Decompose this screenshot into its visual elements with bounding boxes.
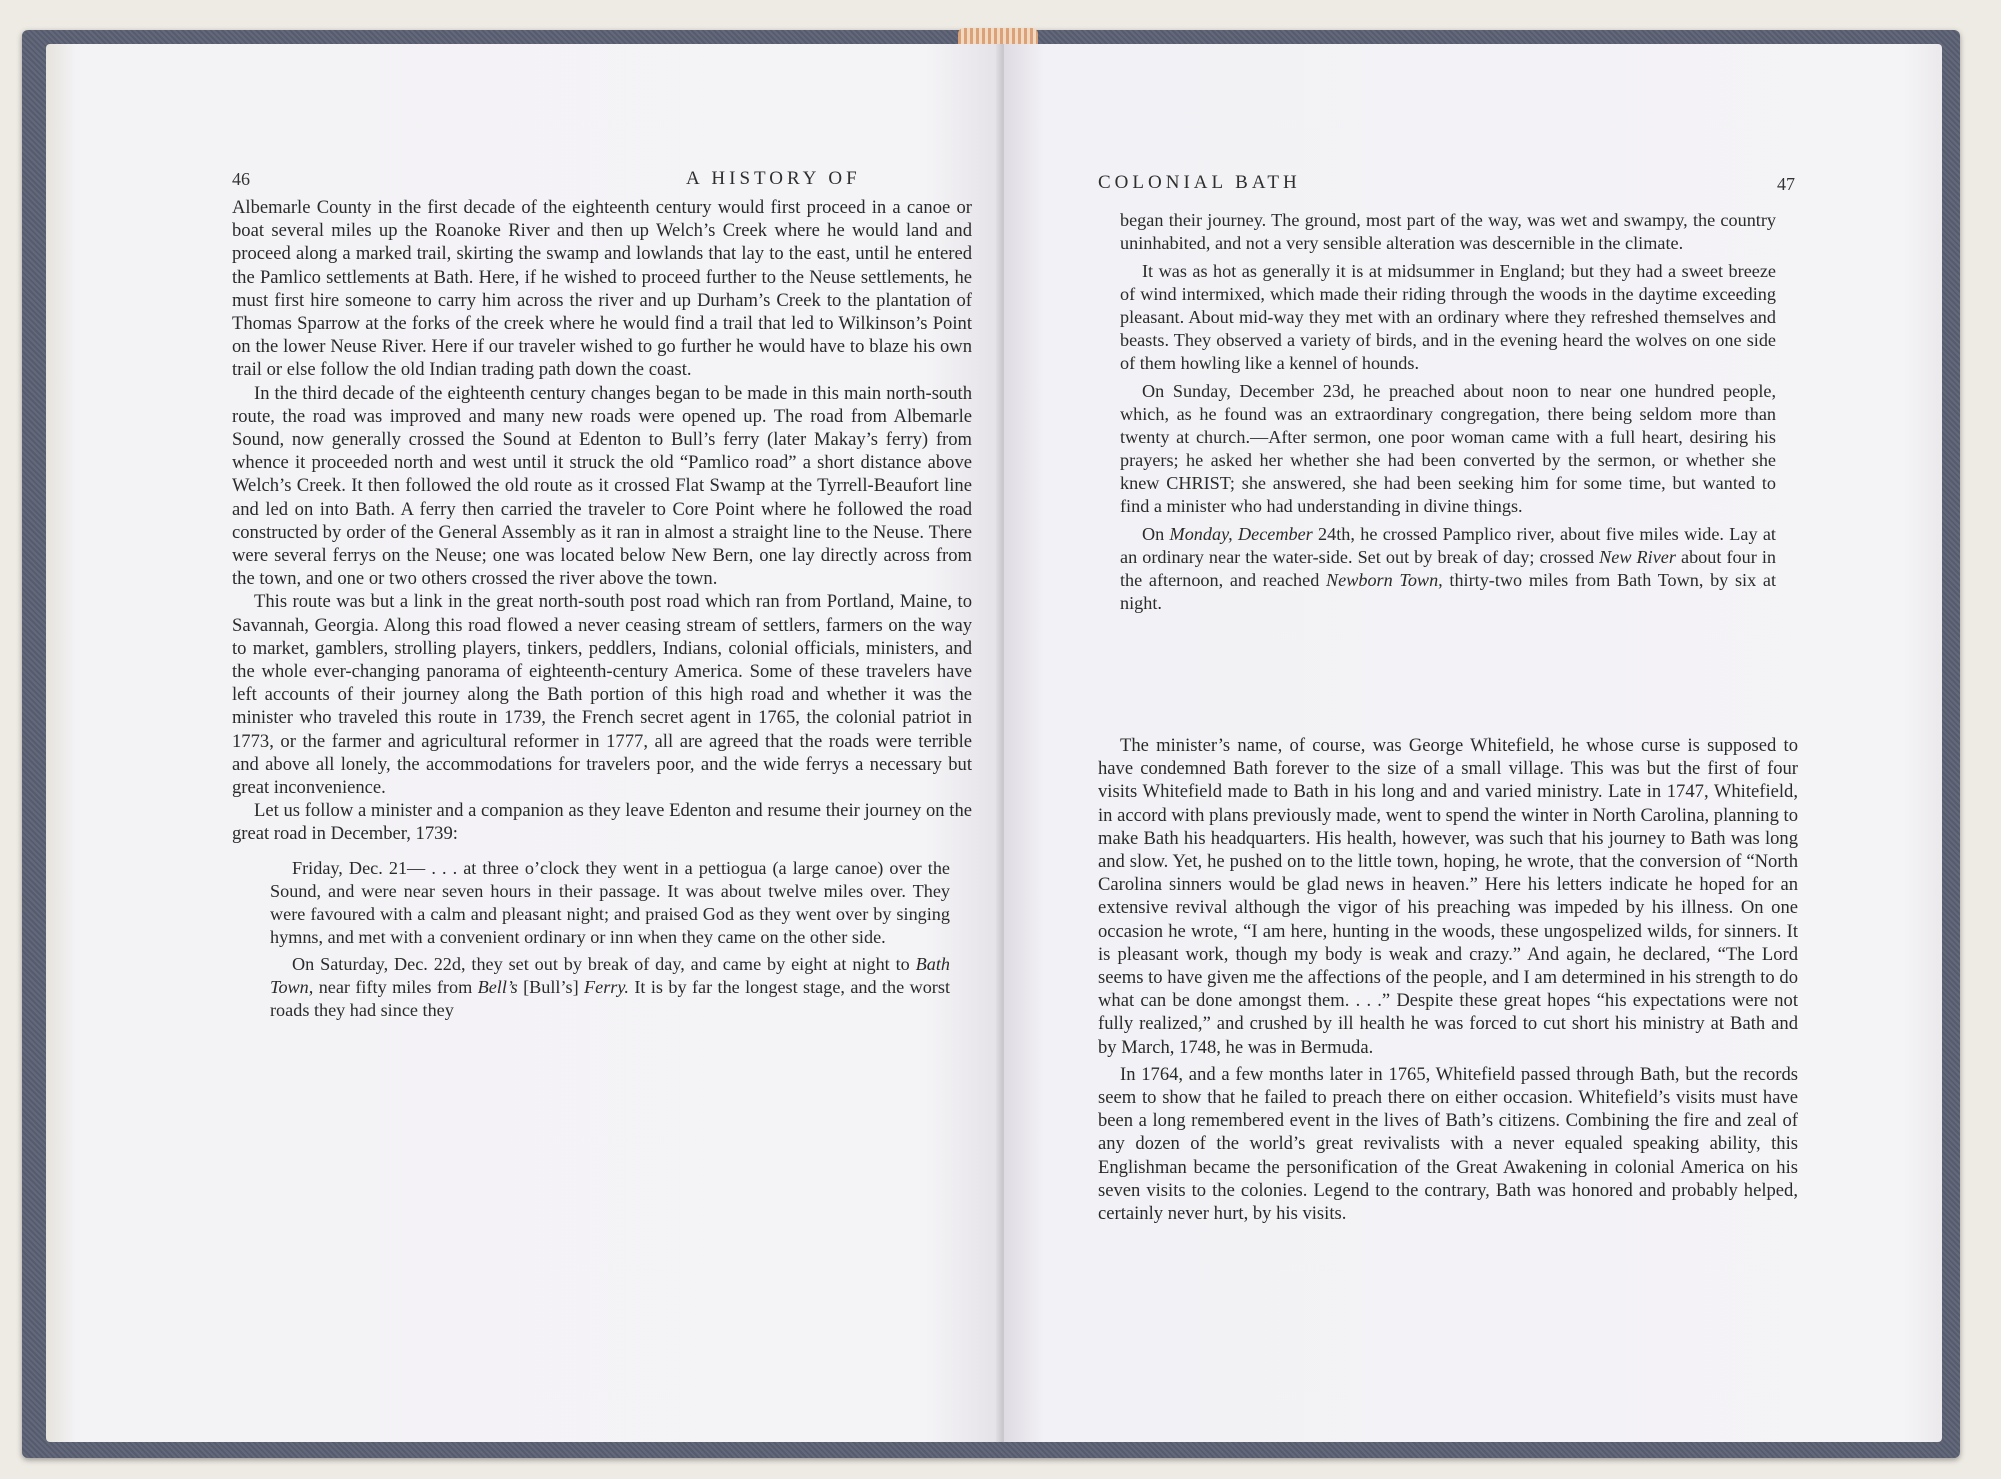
right-page-number: 47: [1777, 174, 1795, 194]
right-page: [1004, 44, 1942, 1442]
right-paragraph: In 1764, and a few months later in 1765, Whitefield passed through Bath, but the records seem to show that he failed to preach there on either occasion. Whitefield’s visits must have been a long remembered event in the lives of Bath’s citizens. Combining the fire and zeal of any dozen of the world’s great revivalists with a never equaled speaking ability, this Englishman became the personification of the Great Awakening in colonial America on his seven visits to the colonies. Legend to the contrary, Bath was honored and probably helped, certainly never hurt, by his visits.: [1098, 1063, 1798, 1225]
left-paragraph: Let us follow a minister and a companion as they leave Edenton and resume their journey on the great road in December, 1739:: [232, 800, 972, 845]
left-paragraph: This route was but a link in the great north-south post road which ran from Portland, Maine, to Savannah, Georgia. Along this road flowed a never ceasing stream of settlers, farmers on the way to market, gamblers, strolling players, tinkers, peddlers, Indians, colonial officials, ministers, and the whole ever-changing panorama of eighteenth-century America. Some of these travelers have left accounts of their journey along the Bath portion of this high road and whether it was the minister who traveled this route in 1739, the French secret agent in 1765, the colonial patriot in 1773, or the farmer and agricultural reformer in 1777, all are agreed that the roads were terrible and above all lonely, the accommodations for travelers poor, and the wide ferrys a necessary but great inconvenience.: [232, 591, 972, 799]
left-text-column: [232, 196, 972, 1022]
quote-paragraph: On Monday, December 24th, he crossed Pamplico river, about five miles wide. Lay at an ordinary near the water-side. Set out by break of day; crossed New River about four in the afternoon, and reached Newborn Town, thirty-two miles from Bath Town, by six at night.: [1120, 524, 1777, 613]
left-paragraph: In the third decade of the eighteenth century changes began to be made in this main north-south route, the road was improved and many new roads were opened up. The road from Albemarle Sound, now generally crossed the Sound at Edenton to Bull’s ferry (later Makay’s ferry) from whence it proceeded north and west until it struck the old “Pamlico road” a short distance above Welch’s Creek. It then followed the old route as it crossed Flat Swamp at the Tyrrell-Beaufort line and led on into Bath. A ferry then carried the traveler to Core Point where he followed the road constructed by order of the General Assembly as it ran in almost a straight line to the Neuse. There were several ferrys on the Neuse; one was located below New Bern, one lay directly across from the town, and one or two others crossed the river above the town.: [232, 382, 972, 590]
left-running-head: A HISTORY OF: [686, 168, 861, 189]
quote-paragraph: On Saturday, Dec. 22d, they set out by break of day, and came by eight at night to Bath Town, near fifty miles from Bell’s [Bull’s] Ferry. It is by far the longest stage, and the worst roads they had since they: [270, 953, 950, 1020]
left-page-number: 46: [232, 169, 250, 189]
quote-paragraph: It was as hot as generally it is at midsummer in England; but they had a sweet breeze of wind intermixed, which made their riding through the woods in the daytime exceeding pleasant. About mid-way they met with an ordinary where they refreshed themselves and beasts. They observed a variety of birds, and in the evening heard the wolves on one side of them howling like a kennel of hounds.: [1120, 261, 1776, 373]
right-text-column: [1098, 734, 1798, 1225]
right-running-head: COLONIAL BATH: [1098, 172, 1301, 193]
right-quote-continued: [1120, 209, 1776, 615]
block-quote: [270, 857, 950, 1022]
quote-paragraph: began their journey. The ground, most part of the way, was wet and swampy, the country uninhabited, and not a very sensible alteration was descernible in the climate.: [1120, 210, 1776, 253]
left-paragraph: Albemarle County in the first decade of the eighteenth century would first proceed in a canoe or boat several miles up the Roanoke River and then up Welch’s Creek where he would land and proceed along a marked trail, skirting the swamp and lowlands that lay to the east, until he entered the Pamlico settlements at Bath. Here, if he wished to proceed further to the Neuse settlements, he must first hire someone to carry him across the river and up Durham’s Creek to the plantation of Thomas Sparrow at the forks of the creek where he would find a trail that led to Wilkinson’s Point on the lower Neuse River. Here if our traveler wished to go further he would have to blaze his own trail or else follow the old Indian trading path down the coast.: [232, 197, 972, 381]
quote-paragraph: On Sunday, December 23d, he preached about noon to near one hundred people, which, as he found was an extraordinary congregation, there being seldom more than twenty at church.—After sermon, one poor woman came with a full heart, desiring his prayers; he asked her whether she had been converted by the sermon, or whether she knew CHRIST; she answered, she had been seeking him for some time, but wanted to find a minister who had understanding in divine things.: [1120, 381, 1776, 516]
right-paragraph: The minister’s name, of course, was George Whitefield, he whose curse is supposed to have condemned Bath forever to the size of a small village. This was but the first of four visits Whitefield made to Bath in his long and and varied ministry. Late in 1747, Whitefield, in accord with plans previously made, went to spend the winter in North Carolina, planning to make Bath his headquarters. His health, however, was such that his journey to Bath was long and slow. Yet, he pushed on to the little town, hoping, he wrote, that the conversion of “North Carolina sinners would be glad news in heaven.” Here his letters indicate he hoped for an extensive revival although the vigor of his preaching was impeded by his illness. On one occasion he wrote, “I am here, hunting in the woods, these ungospelized wilds, for sinners. It is pleasant work, though my body is weak and crazy.” And again, he declared, “The Lord seems to have given me the affections of the people, and I am determined in his strength to do what can be done amongst them. . . .” Despite these great hopes “his expectations were not fully realized,” and crushed by ill health he was forced to cut short his ministry at Bath and by March, 1748, he was in Bermuda.: [1098, 735, 1798, 1058]
quote-paragraph: Friday, Dec. 21— . . . at three o’clock they went in a pettiogua (a large canoe) over the Sound, and were near seven hours in their passage. It was about twelve miles over. They were favoured with a calm and pleasant night; and praised God as they went over by singing hymns, and met with a convenient ordinary or inn when they came on the other side.: [270, 857, 950, 947]
left-page: [46, 44, 1004, 1442]
